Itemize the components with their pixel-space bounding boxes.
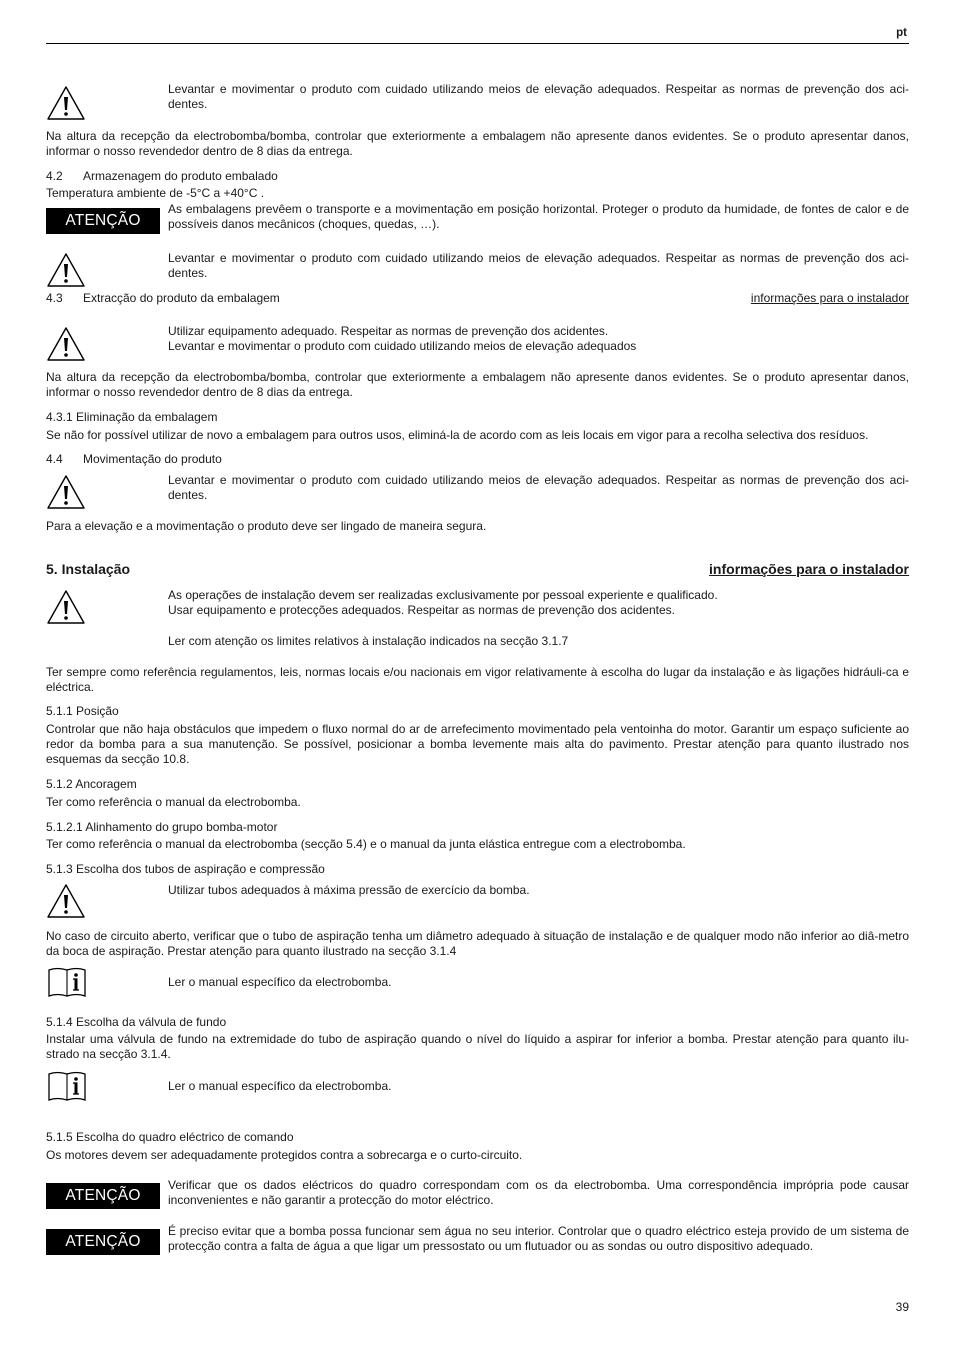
section-5-1-2-1-heading: 5.1.2.1 Alinhamento do grupo bomba-motor	[46, 820, 278, 834]
section-5-1-3-heading: 5.1.3 Escolha dos tubos de aspiração e compressão	[46, 862, 325, 876]
atencao-badge: ATENÇÃO	[46, 208, 160, 234]
section-5-1-5-heading: 5.1.5 Escolha do quadro eléctrico de comando	[46, 1130, 294, 1144]
warning-text-6: Utilizar tubos adequados à máxima pressão de exercício da bomba.	[168, 883, 530, 897]
section-5-heading: 5. Instalação	[46, 561, 131, 577]
section-5-1-2-1-text: Ter como referência o manual da electrobomba (secção 5.4) e o manual da junta elástica entregue com a electrobomba.	[46, 837, 686, 851]
section-5-1-1-text: Controlar que não haja obstáculos que impedem o fluxo normal do ar de arrefecimento movimentado pela ventoinha do motor. Garantir um espaço suficiente ao redor da bomba para a sua manutenção. Se possível, posicionar a bomba levemente mais alta do pavimento. Prestar atenção para quanto ilustrado nos esquemas da secção 10.8.	[46, 722, 909, 766]
section-5-1-4-heading: 5.1.4 Escolha da válvula de fundo	[46, 1015, 227, 1029]
warning-icon	[46, 589, 86, 625]
section-4-2-heading	[46, 169, 278, 184]
language-code: pt	[896, 27, 907, 39]
warning-text-5-line-1: As operações de instalação devem ser realizadas exclusivamente por pessoal experiente e qualificado.	[168, 588, 718, 602]
paragraph-lifting: Para a elevação e a movimentação o produto deve ser lingado de maneira segura.	[46, 519, 487, 533]
temperature-note: Temperatura ambiente de -5°C a +40°C .	[46, 186, 265, 200]
warning-text-1: Levantar e movimentar o produto com cuidado utilizando meios de elevação adequados. Respeitar as normas de prevenção dos aci-dentes.	[168, 82, 909, 111]
paragraph-reception: Na altura da recepção da electrobomba/bomba, controlar que exteriormente a embalagem não apresente danos evidentes. Se o produto apresentar danos, informar o nosso revendedor dentro de 8 dias da entrega.	[46, 129, 909, 158]
warning-icon	[46, 252, 86, 288]
section-number: 4.3	[46, 291, 63, 305]
warning-icon	[46, 326, 86, 362]
header-rule	[46, 43, 909, 44]
page-number: 39	[895, 1300, 909, 1314]
section-number: 4.2	[46, 169, 63, 183]
section-5-1-2-heading: 5.1.2 Ancoragem	[46, 777, 137, 791]
section-4-4-heading	[46, 452, 222, 467]
section-4-3-1-text: Se não for possível utilizar de novo a embalagem para outros usos, eliminá-la de acordo com as leis locais em vigor para a recolha selectiva dos resíduos.	[46, 428, 869, 442]
warning-text-4: Levantar e movimentar o produto com cuidado utilizando meios de elevação adequados. Respeitar as normas de prevenção dos aci-dentes.	[168, 473, 909, 502]
paragraph-reception-2: Na altura da recepção da electrobomba/bomba, controlar que exteriormente a embalagem não apresente danos evidentes. Se o produto apresentar danos, informar o nosso revendedor dentro de 8 dias da entrega.	[46, 370, 909, 399]
atencao-badge: ATENÇÃO	[46, 1183, 160, 1209]
section-4-3-heading	[46, 291, 280, 306]
paragraph-suction-pipe: No caso de circuito aberto, verificar que o tubo de aspiração tenha um diâmetro adequado à situação de instalação e de qualquer modo não inferior ao diâ-metro da boca de aspiração. Prestar atenção para quanto ilustrado na secção 3.1.4	[46, 929, 909, 958]
atencao-badge: ATENÇÃO	[46, 1229, 160, 1255]
section-5-1-1-heading: 5.1.1 Posição	[46, 704, 119, 718]
section-5-1-4-text: Instalar uma válvula de fundo na extremidade do tubo de aspiração quando o nível do líquido a aspirar for inferior a bomba. Prestar atenção para quanto ilu-strado na secção 3.1.4.	[46, 1032, 909, 1061]
warning-text-5-line-3: Ler com atenção os limites relativos à instalação indicados na secção 3.1.7	[168, 634, 569, 648]
info-text-2: Ler o manual específico da electrobomba.	[168, 1079, 392, 1093]
warning-text-2: Levantar e movimentar o produto com cuidado utilizando meios de elevação adequados. Respeitar as normas de prevenção dos aci-dentes.	[168, 251, 909, 280]
section-title: Movimentação do produto	[83, 452, 222, 466]
warning-text-3-line-1: Utilizar equipamento adequado. Respeitar as normas de prevenção dos acidentes.	[168, 324, 609, 338]
warning-text-5-line-2: Usar equipamento e protecções adequados. Respeitar as normas de prevenção dos acidentes.	[168, 603, 675, 617]
section-title: Extracção do produto da embalagem	[83, 291, 280, 305]
atencao-text-2: Verificar que os dados eléctricos do quadro correspondam com os da electrobomba. Uma correspondência imprópria pode causar inconvenientes e não garantir a protecção do motor eléctrico.	[168, 1178, 909, 1207]
installer-info-heading: informações para o instalador	[709, 561, 909, 577]
warning-icon	[46, 85, 86, 121]
atencao-text-3: É preciso evitar que a bomba possa funcionar sem água no seu interior. Controlar que o quadro eléctrico esteja provido de um sistema de protecção contra a falta de água a que ligar um pressostato ou um flutuador ou as sondas ou outro dispositivo adequado.	[168, 1224, 909, 1253]
section-title: Armazenagem do produto embalado	[83, 169, 278, 183]
info-text-1: Ler o manual específico da electrobomba.	[168, 975, 392, 989]
paragraph-regulations: Ter sempre como referência regulamentos, leis, normas locais e/ou nacionais em vigor relativamente à escolha do lugar da instalação e às ligações hidráuli-ca e eléctrica.	[46, 665, 909, 694]
manual-info-icon	[47, 966, 87, 999]
section-5-1-5-text: Os motores devem ser adequadamente protegidos contra a sobrecarga e o curto-circuito.	[46, 1148, 523, 1162]
manual-info-icon	[47, 1070, 87, 1103]
warning-icon	[46, 474, 86, 510]
section-5-1-2-text: Ter como referência o manual da electrobomba.	[46, 795, 301, 809]
atencao-text-1: As embalagens prevêem o transporte e a movimentação em posição horizontal. Proteger o produto da humidade, de fontes de calor e de possíveis danos mecânicos (choques, quedas, …).	[168, 202, 909, 231]
installer-info-link: informações para o instalador	[750, 291, 909, 305]
section-number: 4.4	[46, 452, 63, 466]
warning-icon	[46, 883, 86, 919]
warning-text-3-line-2: Levantar e movimentar o produto com cuidado utilizando meios de elevação adequados	[168, 339, 637, 353]
section-4-3-1-heading: 4.3.1 Eliminação da embalagem	[46, 410, 218, 424]
